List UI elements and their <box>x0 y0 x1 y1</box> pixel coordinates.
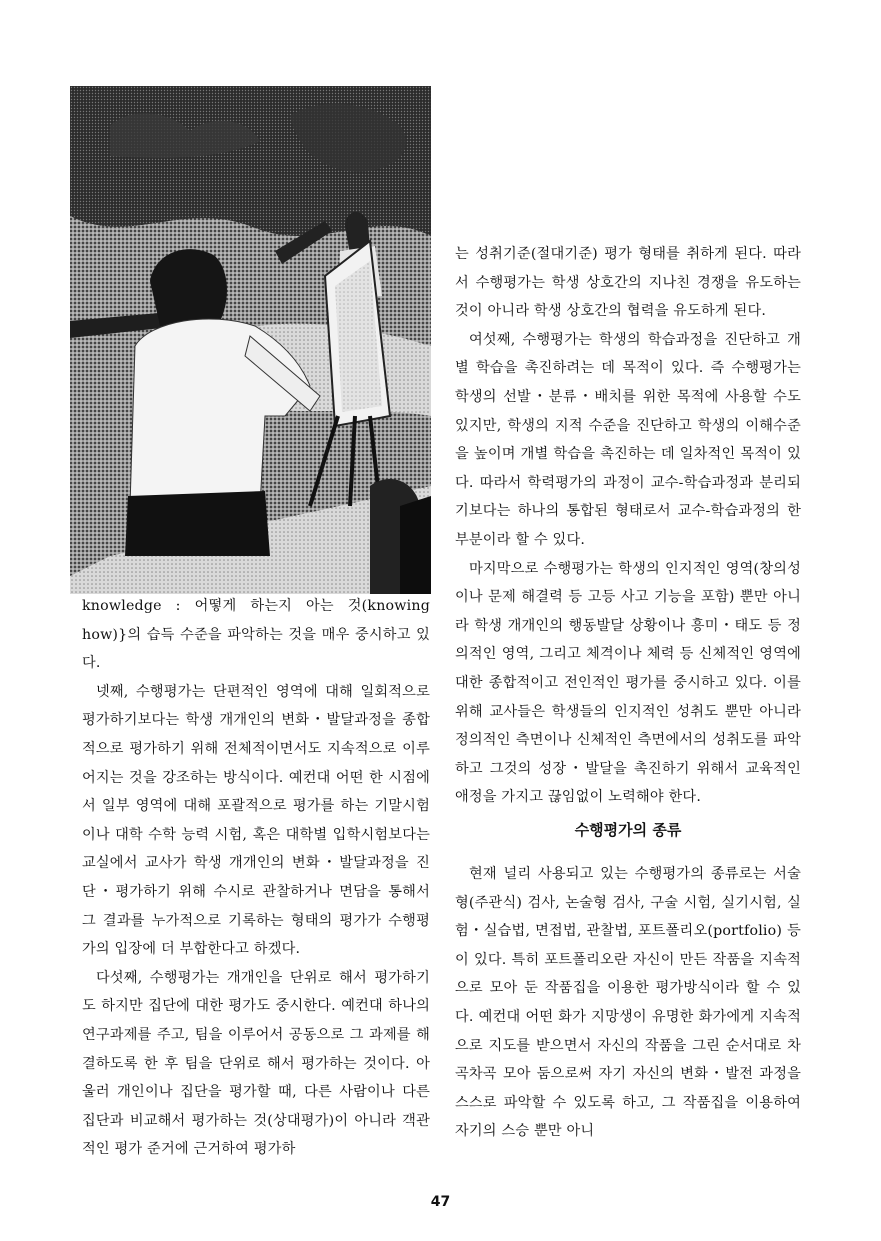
photo-students-painting-outdoors <box>70 86 431 594</box>
page-number: 47 <box>430 1194 451 1210</box>
right-column-text <box>455 240 801 812</box>
paragraph-5: 여섯째, 수행평가는 학생의 학습과정을 진단하고 개별 학습을 촉진하려는 데 목적이 있다. 즉 수행평가는 학생의 선발・분류・배치를 위한 목적에 사용할 수도 있지만, 학생의 지적 수준을 진단하고 학생의 이해수준을 높이며 개별 학습을 촉진하는 데 일차적인 목적이 있다. 따라서 학력평가의 과정이 교수-학습과정과 분리되기보다는 하나의 통합된 형태로서 교수-학습과정의 한 부분이라 할 수 있다. <box>455 331 801 548</box>
paragraph-3: 다섯째, 수행평가는 개개인을 단위로 해서 평가하기도 하지만 집단에 대한 평가도 중시한다. 예컨대 하나의 연구과제를 주고, 팀을 이루어서 공동으로 그 과제를 해결하도록 한 후 팀을 단위로 해서 평가하는 것이다. 아울러 개인이나 집단을 평가할 때, 다른 사람이나 다른 집단과 비교해서 평가하는 것(상대평가)이 아니라 객관적인 평가 준거에 근거하여 평가하 <box>82 969 430 1158</box>
section-body-text <box>455 860 801 1146</box>
paragraph-7: 현재 널리 사용되고 있는 수행평가의 종류로는 서술형(주관식) 검사, 논술형 검사, 구술 시험, 실기시험, 실험・실습법, 면접법, 관찰법, 포트폴리오(portfolio) 등이 있다. 특히 포트폴리오란 자신이 만든 작품을 지속적으로 모아 둔 작품집을 이용한 평가방식이라 할 수 있다. 예컨대 어떤 화가 지망생이 유명한 화가에게 지속적으로 지도를 받으면서 자신의 작품을 그린 순서대로 차곡차곡 모아 둠으로써 자기 자신의 변화・발전 과정을 스스로 파악할 수 있도록 하고, 그 작품집을 이용하여 자기의 스승 뿐만 아니 <box>455 866 801 1140</box>
paragraph-6: 마지막으로 수행평가는 학생의 인지적인 영역(창의성이나 문제 해결력 등 고등 사고 기능을 포함) 뿐만 아니라 학생 개개인의 행동발달 상황이나 흥미・태도 등 정의적인 영역, 그리고 체격이나 체력 등 신체적인 영역에 대한 종합적이고 전인적인 평가를 중시하고 있다. 이를 위해 교사들은 학생들의 인지적인 성취도 뿐만 아니라 정의적인 측면이나 신체적인 측면에서의 성취도를 파악하고 그것의 성장・발달을 촉진하기 위해서 교육적인 애정을 가지고 끊임없이 노력해야 한다. <box>455 560 801 806</box>
left-column-text <box>82 592 430 1164</box>
photo-illustration <box>70 86 431 594</box>
paragraph-4: 는 성취기준(절대기준) 평가 형태를 취하게 된다. 따라서 수행평가는 학생 상호간의 지나친 경쟁을 유도하는 것이 아니라 학생 상호간의 협력을 유도하게 된다. <box>455 246 801 320</box>
paragraph-1: knowledge : 어떻게 하는지 아는 것(knowing how)}의 습득 수준을 파악하는 것을 매우 중시하고 있다. <box>82 598 430 672</box>
section-heading: 수행평가의 종류 <box>574 821 682 839</box>
paragraph-2: 넷째, 수행평가는 단편적인 영역에 대해 일회적으로 평가하기보다는 학생 개개인의 변화・발달과정을 종합적으로 평가하기 위해 전체적이면서도 지속적으로 이루어지는 것을 강조하는 방식이다. 예컨대 어떤 한 시점에서 일부 영역에 대해 포괄적으로 평가를 하는 기말시험이나 대학 수학 능력 시험, 혹은 대학별 입학시험보다는 교실에서 교사가 학생 개개인의 변화・발달과정을 진단・평가하기 위해 수시로 관찰하거나 면담을 통해서 그 결과를 누가적으로 기록하는 형태의 평가가 수행평가의 입장에 더 부합한다고 하겠다. <box>82 683 430 958</box>
